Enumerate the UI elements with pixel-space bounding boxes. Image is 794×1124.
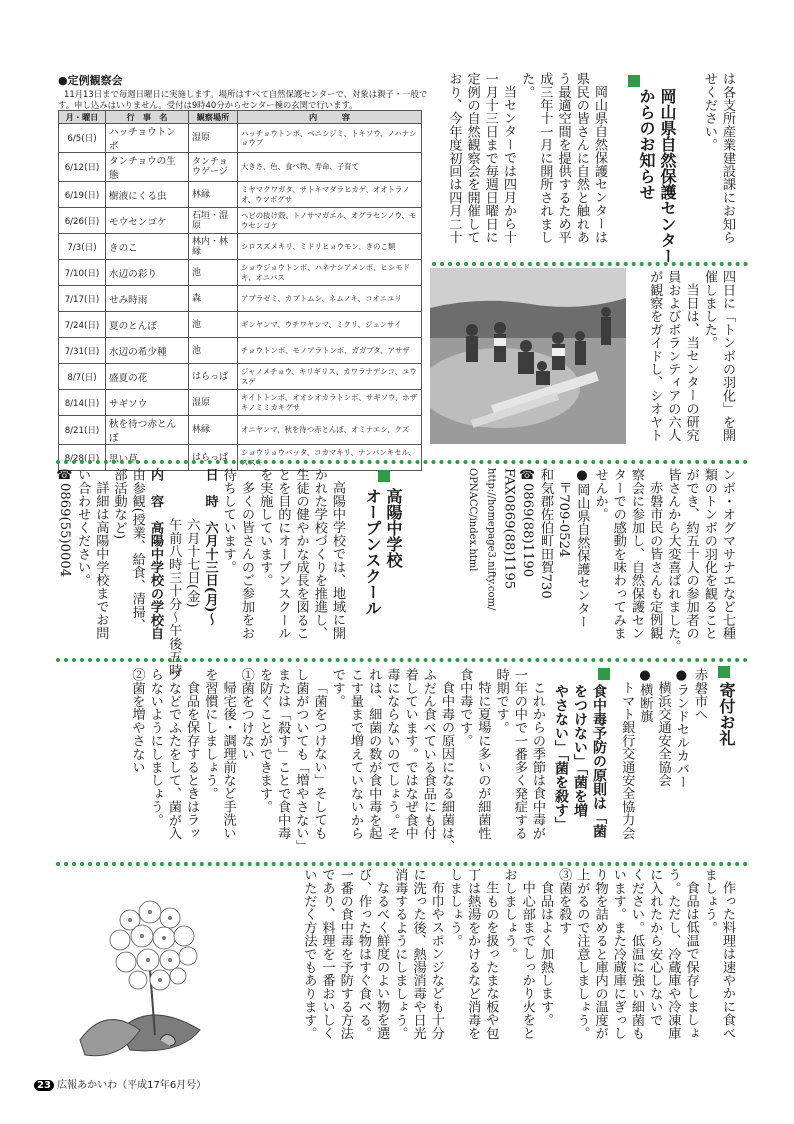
text-line: 催しました。 <box>701 270 717 350</box>
heading-accent-bar <box>718 666 730 678</box>
text-line: う最適空間を提供するため平 <box>555 72 571 244</box>
text-line: 皆さんから大変喜ばれました。 <box>665 468 681 653</box>
table-cell: はらっぱ <box>189 445 238 471</box>
table-row <box>59 182 422 208</box>
table-cell: 8/7(日) <box>59 364 106 390</box>
text-line: 食品を保存するときはラッ <box>184 681 200 840</box>
text-line: います。また冷蔵庫にぎっし <box>610 868 626 1040</box>
table-cell: 6/12(日) <box>59 153 106 182</box>
text-line: を習慣にしましょう。 <box>202 668 218 800</box>
table-cell: 樹液にくる虫 <box>106 182 189 208</box>
text-line: せんか。 <box>592 468 608 521</box>
section-divider <box>432 262 748 266</box>
text-line: 一月十三日まで毎週日曜日に <box>482 72 498 244</box>
table-cell: 水辺の希少種 <box>106 338 189 364</box>
text-line: 高陽中学校では、地域に開 <box>330 481 345 640</box>
text-line: 成三年十一月に開所されまし <box>537 72 553 244</box>
text-line: 消毒するようにしましょう。 <box>392 868 408 1040</box>
table-cell: 森 <box>189 286 238 312</box>
text-line: 日 時 六月十三日(月)～ <box>202 468 218 626</box>
page-footer <box>34 1076 206 1091</box>
schedule-table-wrap <box>58 110 422 471</box>
table-row <box>59 312 422 338</box>
table-cell: ヘビの抜け殻、トノサマガエル、オグラセンノウ、モウセンゴケ <box>238 208 422 234</box>
heading-line: やさない」「菌を殺す」 <box>553 684 569 831</box>
text-line: ①菌をつけない <box>238 668 254 761</box>
table-cell: 池 <box>189 312 238 338</box>
text-line: しましょう。 <box>446 868 462 948</box>
text-line: ③菌を殺す <box>556 868 572 934</box>
table-cell: 夏のとんぼ <box>106 312 189 338</box>
text-line: 「菌をつけない」そしても <box>311 681 327 840</box>
text-line: 赤磐市民の皆さんも定例観 <box>647 481 663 640</box>
schedule-table-body <box>59 124 422 471</box>
text-line: 横浜交通安全協会 <box>655 681 671 787</box>
text-line: た。 <box>519 72 535 99</box>
text-line: ンボ・オグマサナエなど七種 <box>720 468 735 640</box>
dragonfly-observation-photo <box>430 268 626 444</box>
text-line: なるべく鮮度のよい物を選 <box>374 881 390 1040</box>
text-line: 由参観(授業、給食、清掃、 <box>129 468 145 632</box>
text-line: ☎0869(55)0004 <box>56 468 72 578</box>
table-cell: タンチョウゲージ <box>189 153 238 182</box>
food-heading <box>551 684 608 838</box>
table-row <box>59 390 422 416</box>
text-line: ☎0869(88)1190 <box>519 468 535 578</box>
text-line: が観察をガイドし、シオヤト <box>647 270 663 442</box>
heading-accent-bar <box>628 75 640 87</box>
table-cell: ハッチョウトンボ <box>106 124 189 153</box>
table-cell: 湿原 <box>189 124 238 153</box>
text-line: ターでの感動を味わってみま <box>610 468 626 640</box>
school-body <box>55 468 346 676</box>
text-line: 毒にならないのでしょう。そ <box>384 668 400 840</box>
text-line: 察会に参加し、自然保護セン <box>628 468 644 640</box>
table-cell: 林内・林縁 <box>189 234 238 260</box>
text-line: れは、細菌の数が食中毒を起 <box>366 668 382 840</box>
heading-accent-bar <box>378 470 390 482</box>
text-line: ②菌を増やさない <box>129 668 145 774</box>
table-cell: 7/31(日) <box>59 338 106 364</box>
text-line: 着しています。ではなぜ食中 <box>402 668 418 840</box>
text-line: 午前八時三十分～午後五時 <box>166 518 182 677</box>
text-line: に洗った後、熱湯消毒や日光 <box>410 868 426 1040</box>
heading-line: オープンスクール <box>363 488 382 616</box>
table-row <box>59 234 422 260</box>
text-line: プなどでふたをして、菌が入 <box>165 668 181 840</box>
text-line: 岡山県自然保護センターは <box>592 85 607 244</box>
table-cell: はらっぱ <box>189 364 238 390</box>
text-line: 生徒の健やかな成長を図るこ <box>293 468 309 640</box>
url-line[interactable]: OPNACC/index.html <box>467 468 479 572</box>
table-cell: 7/3(日) <box>59 234 106 260</box>
table-cell: 盛夏の花 <box>106 364 189 390</box>
section-divider <box>56 862 748 866</box>
column-header: 内 容 <box>238 111 422 124</box>
text-line: ●岡山県自然保護センター <box>574 468 590 629</box>
table-cell: ショウリョウバッタ、コカマキリ、ナンバンキセル、ススキ <box>238 445 422 471</box>
table-row <box>59 208 422 234</box>
table-row <box>59 124 422 153</box>
text-line: 県民の皆さんに自然と触れあ <box>573 72 589 244</box>
table-cell: 7/10(日) <box>59 260 106 286</box>
text-line: トマト銀行交通安全協力会 <box>619 681 635 840</box>
text-line: 定例の自然観察会を開催して <box>464 72 480 244</box>
text-line: おしましょう。 <box>501 868 517 961</box>
heading-line: 高陽中学校 <box>384 488 403 568</box>
column-header: 行 事 名 <box>106 111 189 124</box>
text-line: 員およびボランティアの六人 <box>665 270 681 442</box>
table-cell: 水辺の彩り <box>106 260 189 286</box>
table-cell: 6/19(日) <box>59 182 106 208</box>
page-number: 23 <box>34 1080 54 1091</box>
text-line: 当日は、当センターの研究 <box>683 283 699 442</box>
text-line: 詳細は高陽中学校までお問 <box>93 481 109 640</box>
photo-illustration <box>430 268 626 444</box>
table-cell: 7/24(日) <box>59 312 106 338</box>
text-line: または「殺す」ことで食中毒 <box>275 668 291 840</box>
hydrangea-illustration <box>60 880 240 1070</box>
table-cell: アブラゼミ、カブトムシ、ネムノキ、コオニユリ <box>238 286 422 312</box>
text-line: おり、今年度初回は四月二十 <box>446 72 462 244</box>
text-line: ●横断旗 <box>637 668 653 723</box>
footer-text: 広報あかいわ（平成17年6月号） <box>57 1080 207 1091</box>
table-cell: 林縁 <box>189 416 238 445</box>
text-line: いただく方法でもあります。 <box>301 868 317 1040</box>
heading-line: からのお知らせ <box>637 88 656 200</box>
food-body <box>127 668 546 853</box>
table-cell: 思い草 <box>106 445 189 471</box>
text-line: 内 容 高陽中学校の学校自 <box>147 468 163 640</box>
text-line: 食中毒です。 <box>457 668 473 748</box>
table-cell: 7/17(日) <box>59 286 106 312</box>
text-line: 時期です。 <box>493 668 509 734</box>
table-row <box>59 286 422 312</box>
center-body <box>444 72 608 244</box>
text-line: ができ、約五十人の参加者の <box>683 468 699 640</box>
table-cell: チョウトンボ、モノアラトンボ、ガガブタ、アサザ <box>238 338 422 364</box>
table-row <box>59 445 422 471</box>
center-body-3 <box>463 468 736 653</box>
kifu-heading: 寄付お礼 <box>717 682 736 746</box>
heading-accent-bar <box>598 668 610 680</box>
table-header-row <box>59 111 422 124</box>
text-line: を実施しています。 <box>257 468 273 587</box>
text-line: とを目的にオープンスクール <box>275 468 291 640</box>
schedule-table <box>58 110 422 471</box>
text-line: 一年の中で一番多く発症する <box>511 668 527 840</box>
text-line: 生ものを扱ったまな板や包 <box>483 881 499 1040</box>
table-row <box>59 416 422 445</box>
text-line: 部活動など) <box>111 468 127 540</box>
text-line: 赤磐市へ <box>692 668 707 721</box>
text-line: を防ぐことができます。 <box>256 668 272 814</box>
table-cell: ハッチョウトンボ、ベニシジミ、トキソウ、ノハナショウブ <box>238 124 422 153</box>
table-cell: キイトトンボ、オオシオカラトンボ、サギソウ、ホザキノミミカキグサ <box>238 390 422 416</box>
text-line: 四日に「トンボの羽化」を開 <box>720 270 735 442</box>
text-line: ましょう。 <box>701 868 717 934</box>
center-heading <box>636 88 678 264</box>
table-cell: 6/5(日) <box>59 124 106 153</box>
text-line: 当センターでは四月から十 <box>500 85 516 244</box>
table-row <box>59 338 422 364</box>
table-cell: 8/14(日) <box>59 390 106 416</box>
column-header: 観察場所 <box>189 111 238 124</box>
text-line: 待ちしています。 <box>220 468 236 574</box>
text-line: 特に夏場に多いのが細菌性 <box>475 681 491 840</box>
table-cell: ミヤマクワガタ、サトキマダラヒカゲ、オオトラノオ、ウツボグサ <box>238 182 422 208</box>
table-cell: ジャノメチョウ、キリギリス、カワラナデシコ、ユウスゲ <box>238 364 422 390</box>
table-cell: 湿原 <box>189 390 238 416</box>
food-body-2 <box>299 868 736 1040</box>
section-divider <box>56 658 748 662</box>
text-line: かれた学校づくりを推進し、 <box>311 468 327 640</box>
text-line: ●ランドセルカバー <box>673 668 689 789</box>
table-cell: 6/26(日) <box>59 208 106 234</box>
text-line: です。 <box>329 668 345 708</box>
text-line: 中心部までしっかり火をと <box>519 881 535 1040</box>
text-line: せください。 <box>701 72 717 152</box>
prev-article-tail <box>700 72 736 244</box>
column-header: 月・曜日 <box>59 111 106 124</box>
table-cell: ショウジョウトンボ、ハネナシアメンボ、ヒシモドキ、オニバス <box>238 260 422 286</box>
table-cell: 石垣・湿原 <box>189 208 238 234</box>
text-line: に入れたから安心しないで <box>647 868 663 1027</box>
text-line: 食品はよく加熱します。 <box>537 881 553 1027</box>
table-cell: せみ時雨 <box>106 286 189 312</box>
table-cell: きのこ <box>106 234 189 260</box>
table-cell: 秋を待つ赤とんぼ <box>106 416 189 445</box>
text-line: らないようにしましょう。 <box>147 668 163 827</box>
table-cell: 8/21(日) <box>59 416 106 445</box>
table-cell: 林縁 <box>189 182 238 208</box>
url-line[interactable]: http://homepage3.nifty.com/ <box>485 468 497 611</box>
text-line: 〒709‐0524 <box>556 481 572 558</box>
heading-line: をつけない」「菌を増 <box>572 684 588 817</box>
text-line: 布巾やスポンジなども十分 <box>428 881 444 1040</box>
text-line: 類のトンボの羽化を観ること <box>701 468 717 640</box>
table-cell: 大きさ、色、食べ物、寿命、子育て <box>238 153 422 182</box>
teirei-heading: ●定例観察会 <box>58 74 123 87</box>
table-row <box>59 364 422 390</box>
kifu-body <box>617 668 708 839</box>
text-line: 食品は低温で保存しましょ <box>683 881 699 1040</box>
table-cell: サギソウ <box>106 390 189 416</box>
section-divider <box>56 460 748 464</box>
text-line: FAX0869(88)1195 <box>501 468 517 590</box>
text-line: は各支所産業建設課にお知ら <box>720 72 735 244</box>
table-row <box>59 153 422 182</box>
text-line: 丁は熱湯をかけるなど消毒を <box>465 868 481 1040</box>
text-line: ください。低温に強い細菌も <box>628 868 644 1040</box>
text-line: であり、料理を一番おいしく <box>319 868 335 1040</box>
heading-line: 岡山県自然保護センター <box>658 88 677 264</box>
text-line: い合わせください。 <box>75 468 91 587</box>
text-line: 食中毒の原因になる細菌は、 <box>438 681 454 853</box>
text-line: 帰宅後・調理前など手洗い <box>220 681 236 840</box>
text-line: う。ただし、冷蔵庫や冷凍庫 <box>665 868 681 1040</box>
text-line: 一番の食中毒を予防する方法 <box>337 868 353 1040</box>
table-cell: 8/28(日) <box>59 445 106 471</box>
table-cell: 池 <box>189 338 238 364</box>
text-line: び、作った物はすぐ食べる。 <box>355 868 371 1040</box>
text-line: 作った料理は速やかに食べ <box>720 881 735 1040</box>
heading-line: 食中毒予防の原則は「菌 <box>591 684 607 838</box>
table-cell: 池 <box>189 260 238 286</box>
text-line: 上がるので注意しましょう。 <box>574 868 590 1040</box>
text-line: 和気郡佐伯町田賀730 <box>537 468 553 599</box>
table-row <box>59 260 422 286</box>
text-line: ふだん食べている食品にも付 <box>420 668 436 840</box>
table-cell: シロスズメキリ、ミドリヒョウモン、きのこ類 <box>238 234 422 260</box>
center-body-2 <box>645 270 736 442</box>
teirei-intro-line1: 11月13日まで毎週日曜日に実施します。場所はすべて自然保護センターで、対象は親子・一般で <box>64 89 428 99</box>
table-cell: ギンヤンマ、ウチワヤンマ、ミクリ、ジュンサイ <box>238 312 422 338</box>
teirei-intro-line2: す。申し込みはいりません。受付は9時40分からセンター棟の玄関で行います。 <box>58 100 358 110</box>
table-cell: タンチョウの生態 <box>106 153 189 182</box>
table-cell: オニヤンマ、秋を待つ赤とんぼ、オミナエシ、クズ <box>238 416 422 445</box>
hydrangea-icon <box>60 880 240 1070</box>
text-line: こす量まで増えていないから <box>347 668 363 840</box>
table-cell: モウセンゴケ <box>106 208 189 234</box>
text-line: し菌がついても「増やさない」 <box>293 668 309 853</box>
text-line: これからの季節は食中毒が <box>530 681 545 840</box>
school-heading <box>362 488 404 616</box>
text-line: 多くの皆さんのご参加をお <box>238 481 254 640</box>
text-line: り物を詰めると庫内の温度が <box>592 868 608 1040</box>
text-line: 六月十七日(金) <box>184 518 200 608</box>
